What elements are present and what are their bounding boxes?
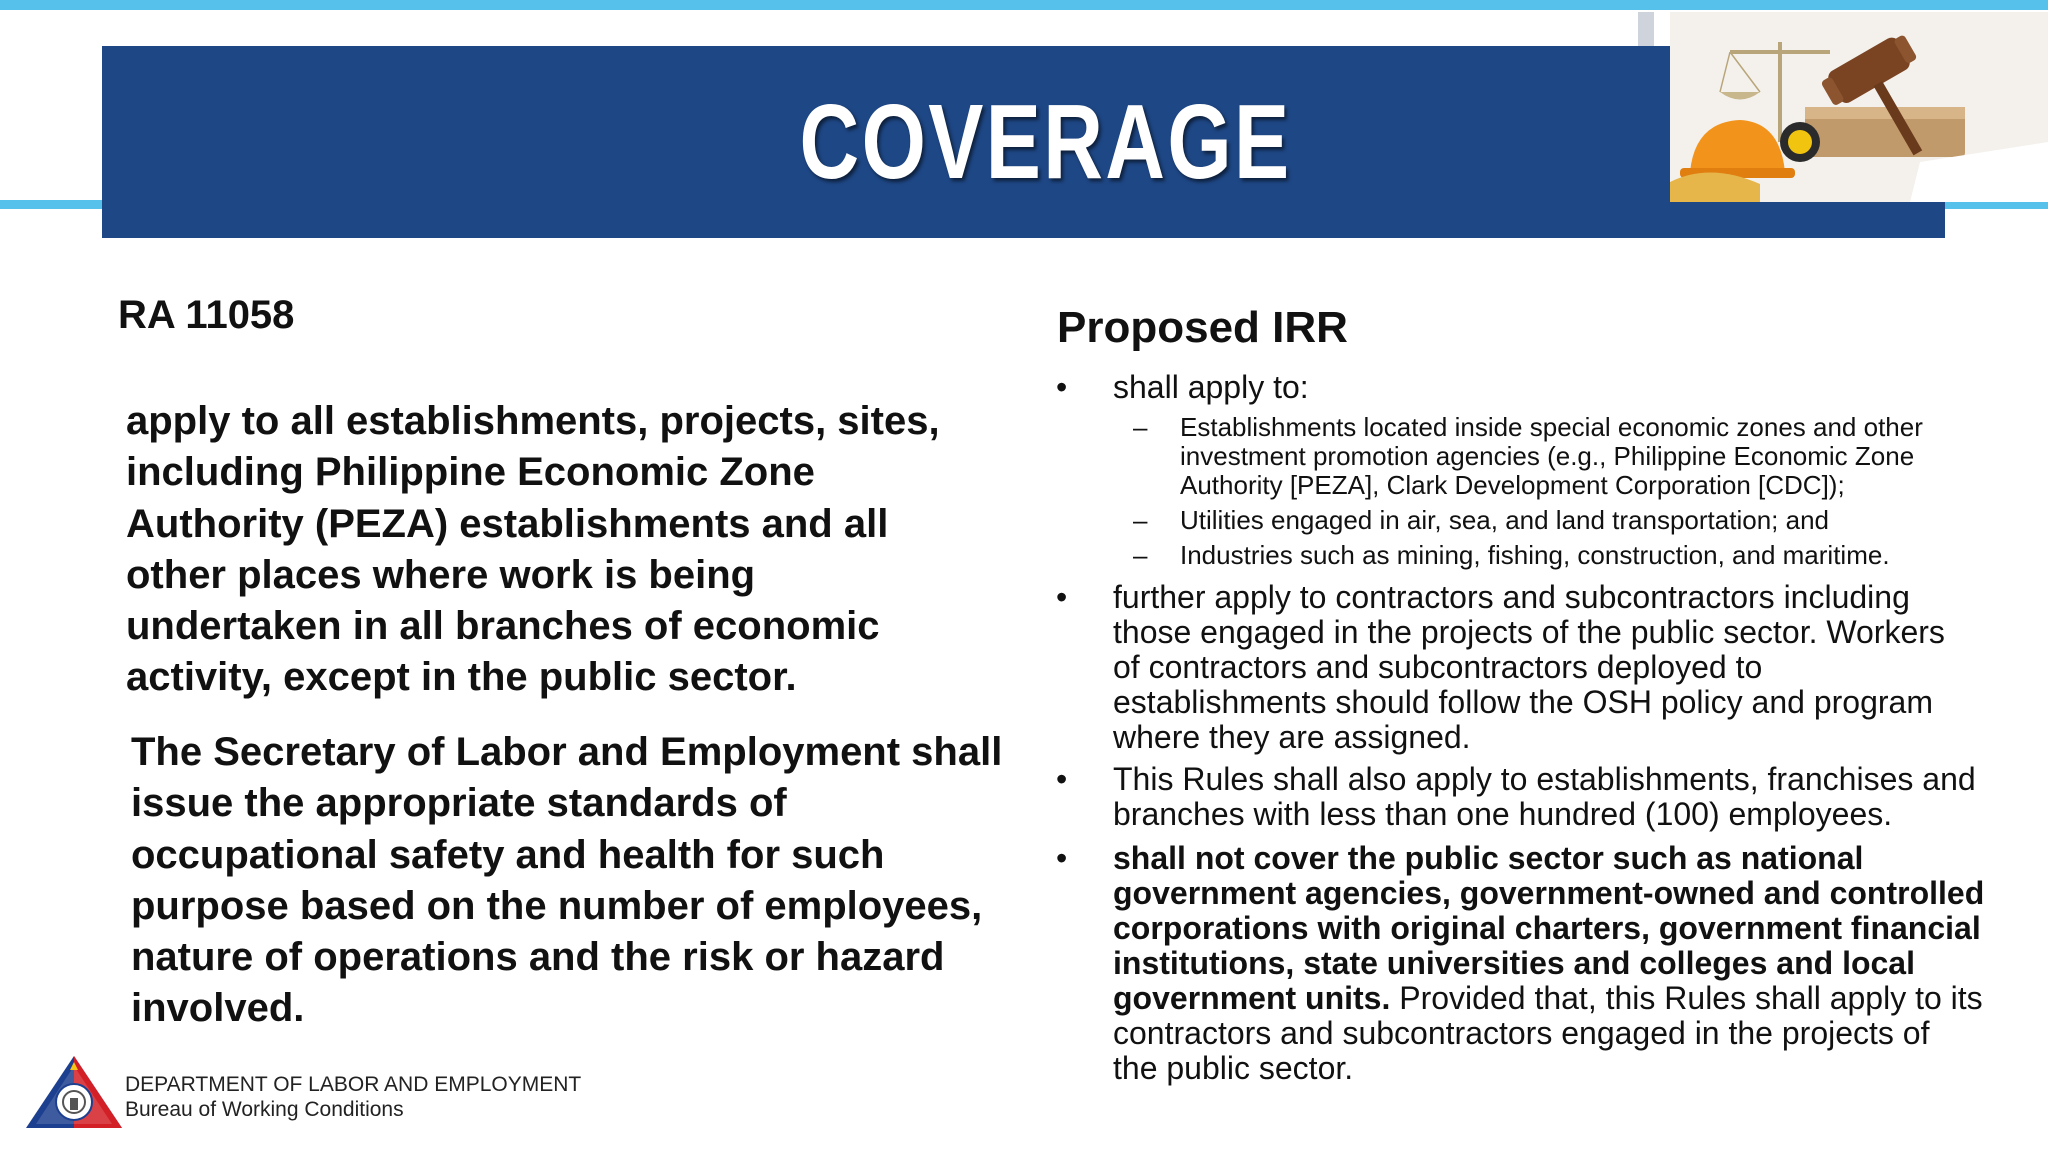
text-line: the public sector.	[1113, 1050, 1354, 1086]
dash-marker: –	[1133, 540, 1148, 570]
dash-marker: –	[1133, 412, 1148, 442]
text-line: those engaged in the projects of the public sector. Workers	[1113, 614, 1945, 650]
subitem-special-economic-zones	[1180, 413, 1923, 500]
bullet-contractors	[1113, 580, 1945, 755]
text-line: nature of operations and the risk or hazard	[131, 935, 945, 980]
text-line-mixed	[1113, 981, 1984, 1016]
subitem-utilities	[1180, 506, 1829, 535]
text-line: where they are assigned.	[1113, 719, 1471, 755]
text-line: establishments should follow the OSH policy and program	[1113, 684, 1933, 720]
footer-bureau: Bureau of Working Conditions	[125, 1098, 404, 1121]
text-line: Authority (PEZA) establishments and all	[126, 501, 889, 546]
bullet-marker: •	[1056, 761, 1068, 797]
slide-title: COVERAGE	[799, 82, 1292, 201]
right-heading: Proposed IRR	[1057, 303, 1348, 352]
text-line: contractors and subcontractors engaged in the projects of	[1113, 1015, 1930, 1051]
bullet-shall-apply: shall apply to:	[1113, 369, 1309, 405]
bullet-marker: •	[1056, 579, 1068, 615]
bold-fragment: government units.	[1113, 980, 1391, 1016]
normal-fragment: Provided that, this Rules shall apply to its	[1390, 980, 1983, 1016]
dole-logo-icon	[24, 1054, 124, 1130]
bullet-marker: •	[1056, 840, 1068, 876]
text-line: undertaken in all branches of economic	[126, 604, 880, 649]
left-heading: RA 11058	[118, 293, 295, 337]
law-safety-illustration-icon	[1670, 12, 2048, 202]
text-line: The Secretary of Labor and Employment shall	[131, 730, 1003, 774]
text-line: Utilities engaged in air, sea, and land transportation; and	[1180, 505, 1829, 535]
text-line: investment promotion agencies (e.g., Philippine Economic Zone	[1180, 441, 1915, 471]
bullet-marker: •	[1056, 369, 1068, 405]
text-line: activity, except in the public sector.	[126, 655, 797, 700]
text-line: institutions, state universities and colleges and local	[1113, 945, 1915, 981]
text-line: Industries such as mining, fishing, construction, and maritime.	[1180, 540, 1890, 570]
left-accent-line	[0, 200, 110, 209]
text-line: government agencies, government-owned and controlled	[1113, 875, 1985, 911]
text-line: occupational safety and health for such	[131, 832, 885, 877]
text-line: This Rules shall also apply to establishments, franchises and	[1113, 761, 1976, 797]
text-line: Authority [PEZA], Clark Development Corporation [CDC]);	[1180, 470, 1845, 500]
text-line: corporations with original charters, government financial	[1113, 910, 1981, 946]
text-line: other places where work is being	[126, 552, 756, 597]
secretary-standards-paragraph	[131, 727, 1002, 1035]
text-line: branches with less than one hundred (100) employees.	[1113, 796, 1893, 832]
bullet-small-establishments	[1113, 762, 1976, 832]
text-line: involved.	[131, 986, 305, 1031]
subitem-industries	[1180, 541, 1890, 570]
dash-marker: –	[1133, 505, 1148, 535]
text-line: apply to all establishments, projects, sites,	[126, 399, 940, 443]
bullet-public-sector-exclusion	[1113, 841, 1984, 1086]
top-accent-line	[0, 0, 2048, 10]
text-line: including Philippine Economic Zone	[126, 450, 815, 495]
ra-coverage-paragraph	[126, 396, 940, 704]
text-line: of contractors and subcontractors deployed to	[1113, 649, 1763, 685]
footer-department: DEPARTMENT OF LABOR AND EMPLOYMENT	[125, 1073, 582, 1096]
text-line: purpose based on the number of employees,	[131, 883, 983, 928]
text-line: shall not cover the public sector such as national	[1113, 840, 1864, 876]
text-line: issue the appropriate standards of	[131, 781, 787, 826]
text-line: further apply to contractors and subcontractors including	[1113, 579, 1910, 615]
header-divider-tab	[1638, 12, 1654, 48]
text-line: Establishments located inside special economic zones and other	[1180, 412, 1923, 442]
